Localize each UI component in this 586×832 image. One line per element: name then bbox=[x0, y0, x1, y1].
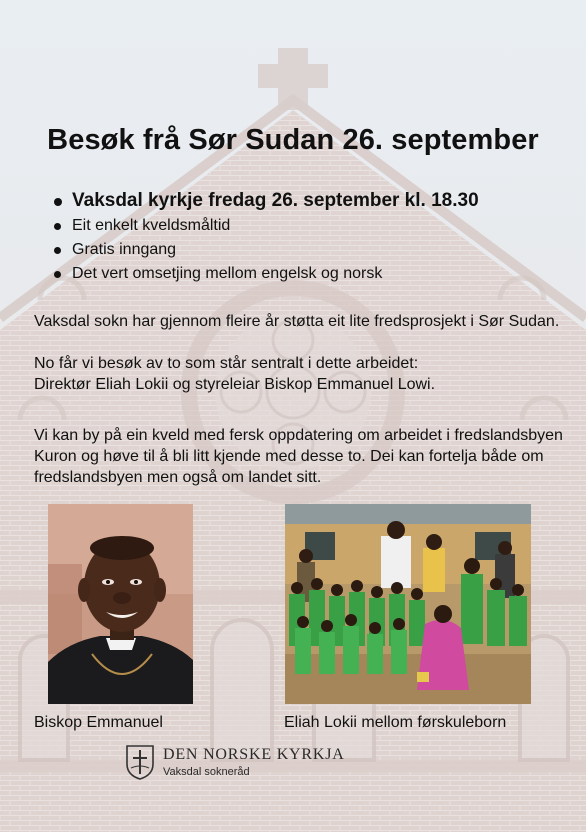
caption-bishop: Biskop Emmanuel bbox=[34, 714, 163, 731]
bishop-portrait-photo bbox=[48, 504, 193, 704]
caption-group: Eliah Lokii mellom førskuleborn bbox=[284, 714, 507, 731]
list-item: Vaksdal kyrkje fredag 26. september kl. 18.30 bbox=[52, 188, 479, 214]
intro-paragraph: Vaksdal sokn har gjennom fleire år støtta eit lite fredsprosjekt i Sør Sudan. bbox=[34, 313, 560, 330]
parish-council-name: Vaksdal sokneråd bbox=[163, 766, 250, 778]
list-item: Det vert omsetjing mellom engelsk og norsk bbox=[52, 262, 479, 286]
group-children-photo bbox=[285, 504, 531, 704]
church-cross-icon bbox=[125, 744, 155, 780]
visitors-paragraph: Direktør Eliah Lokii og styreleiar Biskop Emmanuel Lowi. bbox=[34, 376, 436, 393]
page-title: Besøk frå Sør Sudan 26. september bbox=[47, 124, 539, 156]
list-item: Eit enkelt kveldsmåltid bbox=[52, 214, 479, 238]
list-item: Gratis inngang bbox=[52, 238, 479, 262]
church-name: DEN NORSKE KYRKJA bbox=[163, 746, 345, 763]
visit-paragraph: No får vi besøk av to som står sentralt i dette arbeidet: bbox=[34, 355, 419, 372]
event-details-list bbox=[52, 188, 479, 286]
evening-paragraph: Vi kan by på ein kveld med fersk oppdatering om arbeidet i fredslandsbyen Kuron og høve til å bli litt kjende med desse to. Dei kan fortelja både om fredslandsbyen men også om landet sitt. bbox=[34, 427, 563, 486]
